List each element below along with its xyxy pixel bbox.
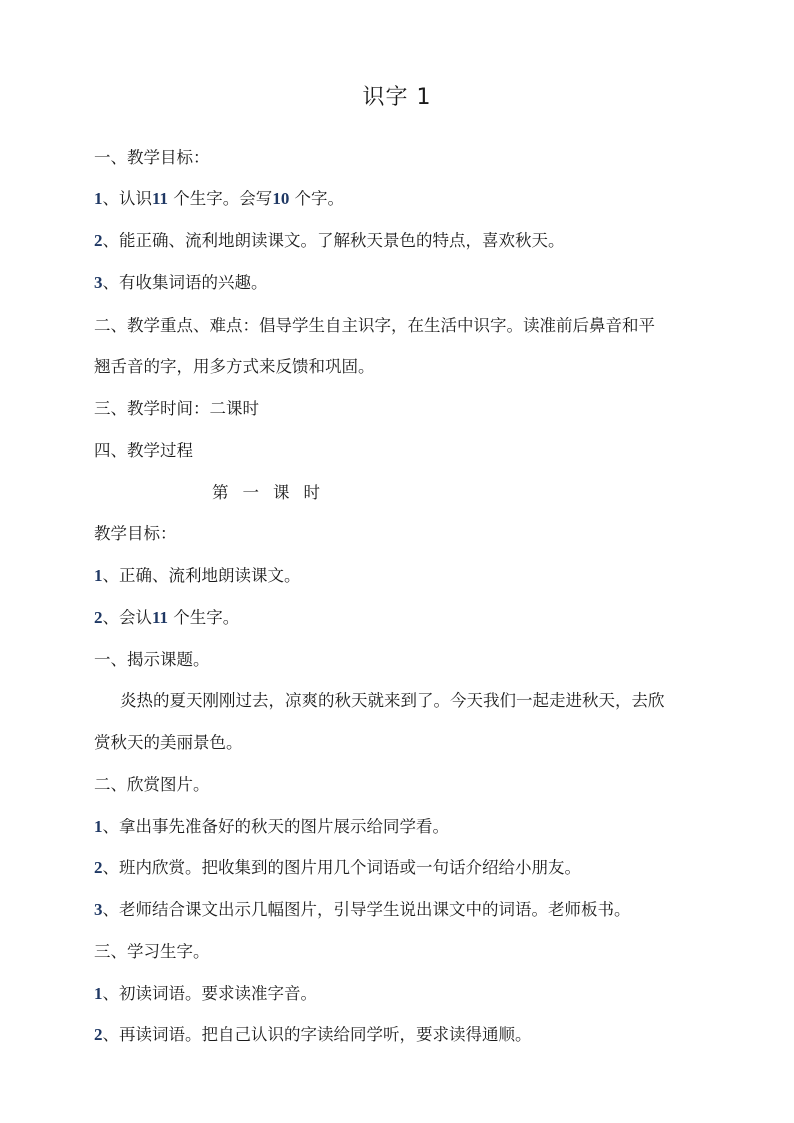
goal-item-1: 1、认识11 个生字。会写10 个字。 bbox=[94, 189, 345, 208]
heading-learn-characters: 三、学习生字。 bbox=[94, 942, 210, 961]
picture-step-2: 2、班内欣赏。把收集到的图片用几个词语或一句话介绍给小朋友。 bbox=[94, 858, 581, 877]
intro-paragraph: 炎热的夏天刚刚过去，凉爽的秋天就来到了。今天我们一起走进秋天，去欣 bbox=[120, 691, 665, 710]
key-points-continued: 翘舌音的字，用多方式来反馈和巩固。 bbox=[94, 357, 375, 376]
page-title: 识字 1 bbox=[362, 85, 432, 110]
heading-teaching-goals: 一、教学目标： bbox=[94, 148, 210, 167]
intro-paragraph-continued: 赏秋天的美丽景色。 bbox=[94, 733, 243, 752]
heading-reveal-topic: 一、揭示课题。 bbox=[94, 650, 210, 669]
picture-step-1: 1、拿出事先准备好的秋天的图片展示给同学看。 bbox=[94, 817, 449, 836]
lesson-goal-1: 1、正确、流利地朗读课文。 bbox=[94, 566, 301, 585]
section-first-lesson: 第一课时 bbox=[212, 483, 334, 502]
character-step-2: 2、再读词语。把自己认识的字读给同学听，要求读得通顺。 bbox=[94, 1025, 532, 1044]
picture-step-3: 3、老师结合课文出示几幅图片，引导学生说出课文中的词语。老师板书。 bbox=[94, 900, 631, 919]
heading-teaching-time: 三、教学时间：二课时 bbox=[94, 399, 259, 418]
goal-item-2: 2、能正确、流利地朗读课文。了解秋天景色的特点，喜欢秋天。 bbox=[94, 231, 565, 250]
character-step-1: 1、初读词语。要求读准字音。 bbox=[94, 984, 317, 1003]
lesson-goal-2: 2、会认11 个生字。 bbox=[94, 608, 240, 627]
heading-lesson-goals: 教学目标： bbox=[94, 524, 177, 543]
goal-item-3: 3、有收集词语的兴趣。 bbox=[94, 273, 268, 292]
heading-teaching-process: 四、教学过程 bbox=[94, 441, 193, 460]
heading-appreciate-pictures: 二、欣赏图片。 bbox=[94, 775, 210, 794]
heading-key-points: 二、教学重点、难点：倡导学生自主识字，在生活中识字。读准前后鼻音和平 bbox=[94, 316, 655, 335]
